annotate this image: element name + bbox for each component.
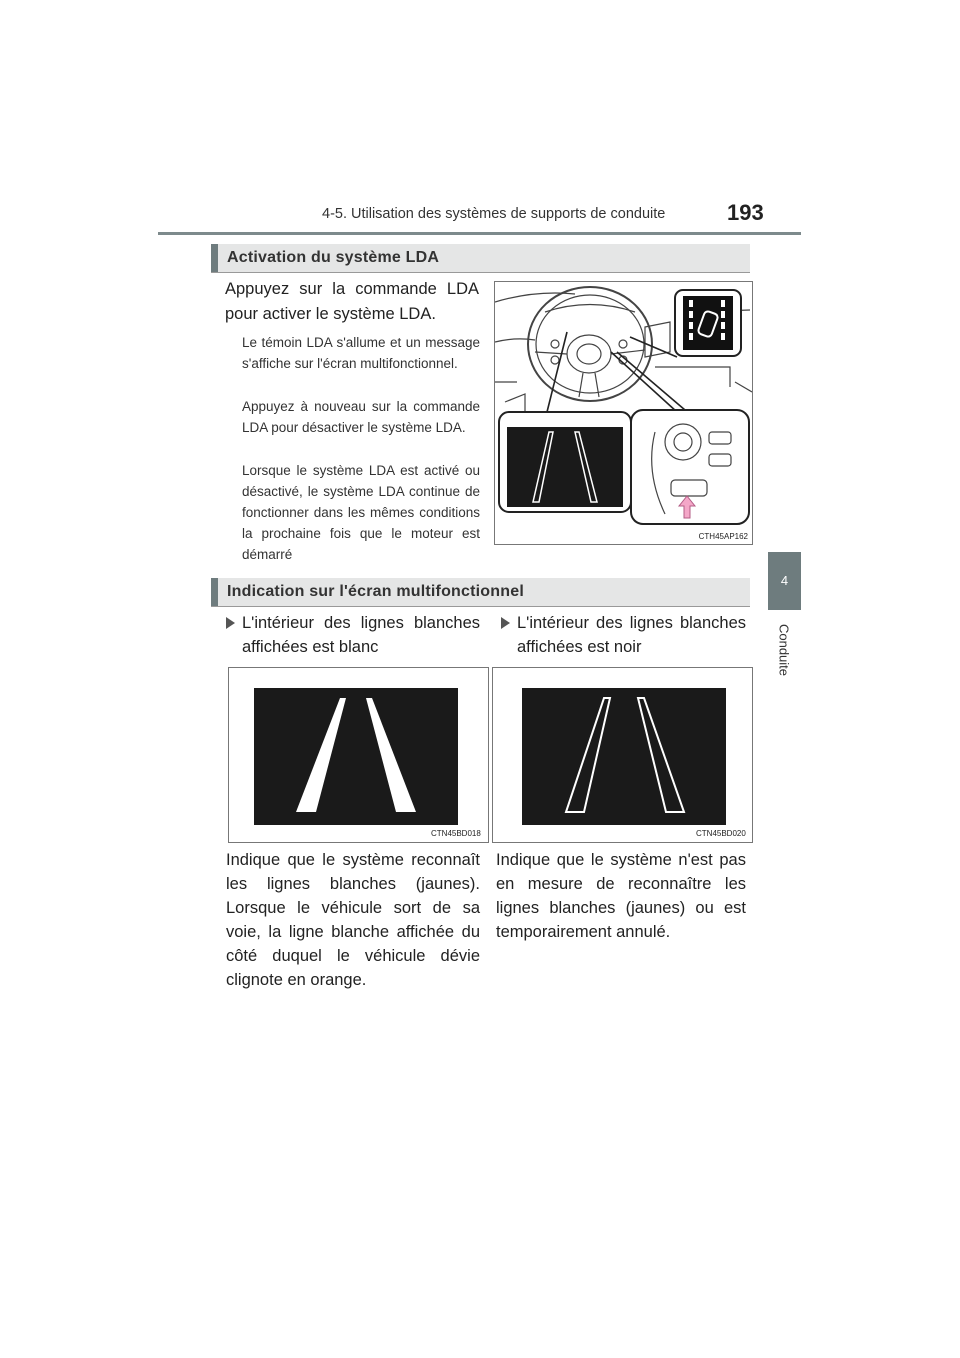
section-heading-display — [211, 578, 750, 607]
chapter-label-text: Conduite — [776, 623, 792, 677]
header-rule — [158, 232, 801, 235]
triangle-bullet-icon — [501, 617, 510, 629]
instruction-text: Appuyez sur la commande LDA pour activer le système LDA. — [225, 280, 479, 323]
bullet-text: L'intérieur des lignes blanches affichées est blanc — [242, 614, 480, 656]
display-screen — [522, 688, 726, 825]
heading-accent-bar — [211, 244, 218, 272]
figure-code: CTN45BD018 — [431, 829, 481, 838]
figure-code: CTN45BD020 — [696, 829, 746, 838]
bullet-item — [226, 611, 480, 661]
chapter-tab: 4 — [768, 552, 801, 610]
triangle-bullet-icon — [226, 617, 235, 629]
description-right: Indique que le système n'est pas en mesure de reconnaître les lignes blanches (jaunes) ou est temporairement annulé. — [496, 851, 746, 941]
lane-lines-filled — [254, 688, 458, 825]
note-paragraph: Le témoin LDA s'allume et un message s'affiche sur l'écran multifonctionnel. — [242, 335, 480, 371]
section-heading-text: Activation du système LDA — [227, 249, 440, 266]
figure-code: CTH45AP162 — [698, 532, 748, 541]
bullet-text: L'intérieur des lignes blanches affichées est noir — [517, 614, 746, 656]
display-screen — [254, 688, 458, 825]
chapter-section-title: 4-5. Utilisation des systèmes de supports de conduite — [322, 206, 666, 222]
bullet-item — [501, 611, 746, 661]
dashboard-drawing — [495, 282, 752, 544]
note-paragraph: Appuyez à nouveau sur la commande LDA pour désactiver le système LDA. — [242, 399, 480, 435]
chapter-label — [765, 620, 803, 680]
description-left: Indique que le système reconnaît les lignes blanches (jaunes). Lorsque le véhicule sort de sa voie, la ligne blanche affichée du côté duquel le véhicule dévie clignote en orange. — [226, 851, 480, 989]
page-number: 193 — [727, 200, 764, 225]
steering-wheel-illustration — [494, 281, 753, 545]
section-heading-text: Indication sur l'écran multifonctionnel — [227, 583, 524, 600]
lane-lines-outline — [522, 688, 726, 825]
lane-display-figure-white — [228, 667, 489, 843]
heading-accent-bar — [211, 578, 218, 606]
note-paragraph: Lorsque le système LDA est activé ou désactivé, le système LDA continue de fonctionner dans les mêmes conditions la prochaine fois que le moteur est démarré — [242, 463, 480, 562]
section-heading-activation — [211, 244, 750, 273]
lane-display-figure-black — [492, 667, 753, 843]
